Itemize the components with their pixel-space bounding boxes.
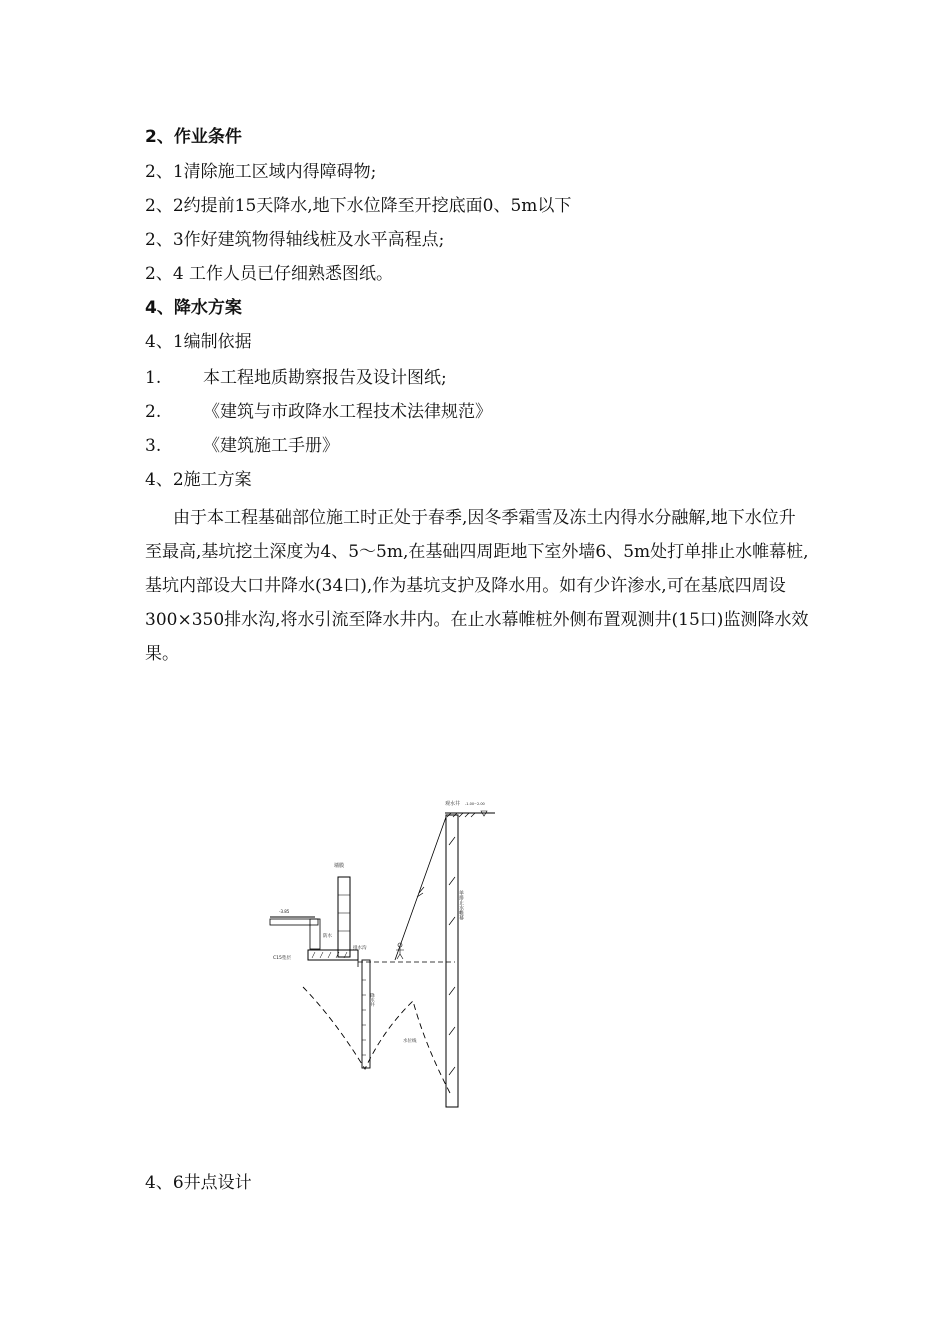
curtain-pile-label: 单排止水帷幕 bbox=[458, 890, 464, 920]
text-line-2-4: 2、4 工作人员已仔细熟悉图纸。 bbox=[145, 264, 394, 284]
dewatering-section-diagram bbox=[265, 795, 515, 1115]
cushion-label: C15垫层 bbox=[273, 956, 291, 961]
list-item-number: 2. bbox=[145, 402, 162, 422]
body-paragraph bbox=[145, 501, 810, 671]
text-line-4-1: 4、1编制依据 bbox=[145, 332, 252, 352]
section-heading-4: 4、降水方案 bbox=[145, 298, 242, 318]
text-line-2-1: 2、1清除施工区域内得障碍物; bbox=[145, 162, 377, 182]
list-item-text: 《建筑施工手册》 bbox=[203, 436, 339, 456]
list-item bbox=[145, 402, 492, 422]
list-item bbox=[145, 368, 447, 388]
waterproof-label: 防水 bbox=[323, 934, 332, 939]
dewatering-well-label: 降水井 bbox=[369, 993, 375, 1007]
list-item bbox=[145, 436, 339, 456]
drain-ditch-label: 排水沟 bbox=[353, 946, 367, 951]
body-paragraph-text: 由于本工程基础部位施工时正处于春季,因冬季霜雪及冻土内得水分融解,地下水位升至最高,基坑挖土深度为4、5～5m,在基础四周距地下室外墙6、5m处打单排止水帷幕桩,基坑内部设大口井降水(34口),作为基坑支护及降水用。如有少许渗水,可在基底四周设300×350排水沟,将水引流至降水井内。在止水幕帷桩外侧布置观测井(15口)监测降水效果。 bbox=[145, 508, 809, 664]
list-item-text: 《建筑与市政降水工程技术法律规范》 bbox=[203, 402, 492, 422]
text-line-2-2: 2、2约提前15天降水,地下水位降至开挖底面0、5m以下 bbox=[145, 196, 572, 216]
list-item-number: 1. bbox=[145, 368, 162, 388]
observation-well-label: 观水井 bbox=[445, 801, 461, 807]
text-line-2-3: 2、3作好建筑物得轴线桩及水平高程点; bbox=[145, 230, 445, 250]
left-level-label: -3.85 bbox=[279, 909, 290, 914]
list-item-number: 3. bbox=[145, 436, 162, 456]
water-line-label: 水位线 bbox=[403, 1039, 417, 1044]
text-line-4-6: 4、6井点设计 bbox=[145, 1173, 252, 1193]
top-level-label: -1.00~2.00 bbox=[465, 802, 485, 806]
wall-membrane-label: 墙膜 bbox=[334, 863, 345, 869]
list-item-text: 本工程地质勘察报告及设计图纸; bbox=[203, 368, 447, 388]
section-heading-2: 2、作业条件 bbox=[145, 127, 242, 147]
text-line-4-2: 4、2施工方案 bbox=[145, 470, 252, 490]
